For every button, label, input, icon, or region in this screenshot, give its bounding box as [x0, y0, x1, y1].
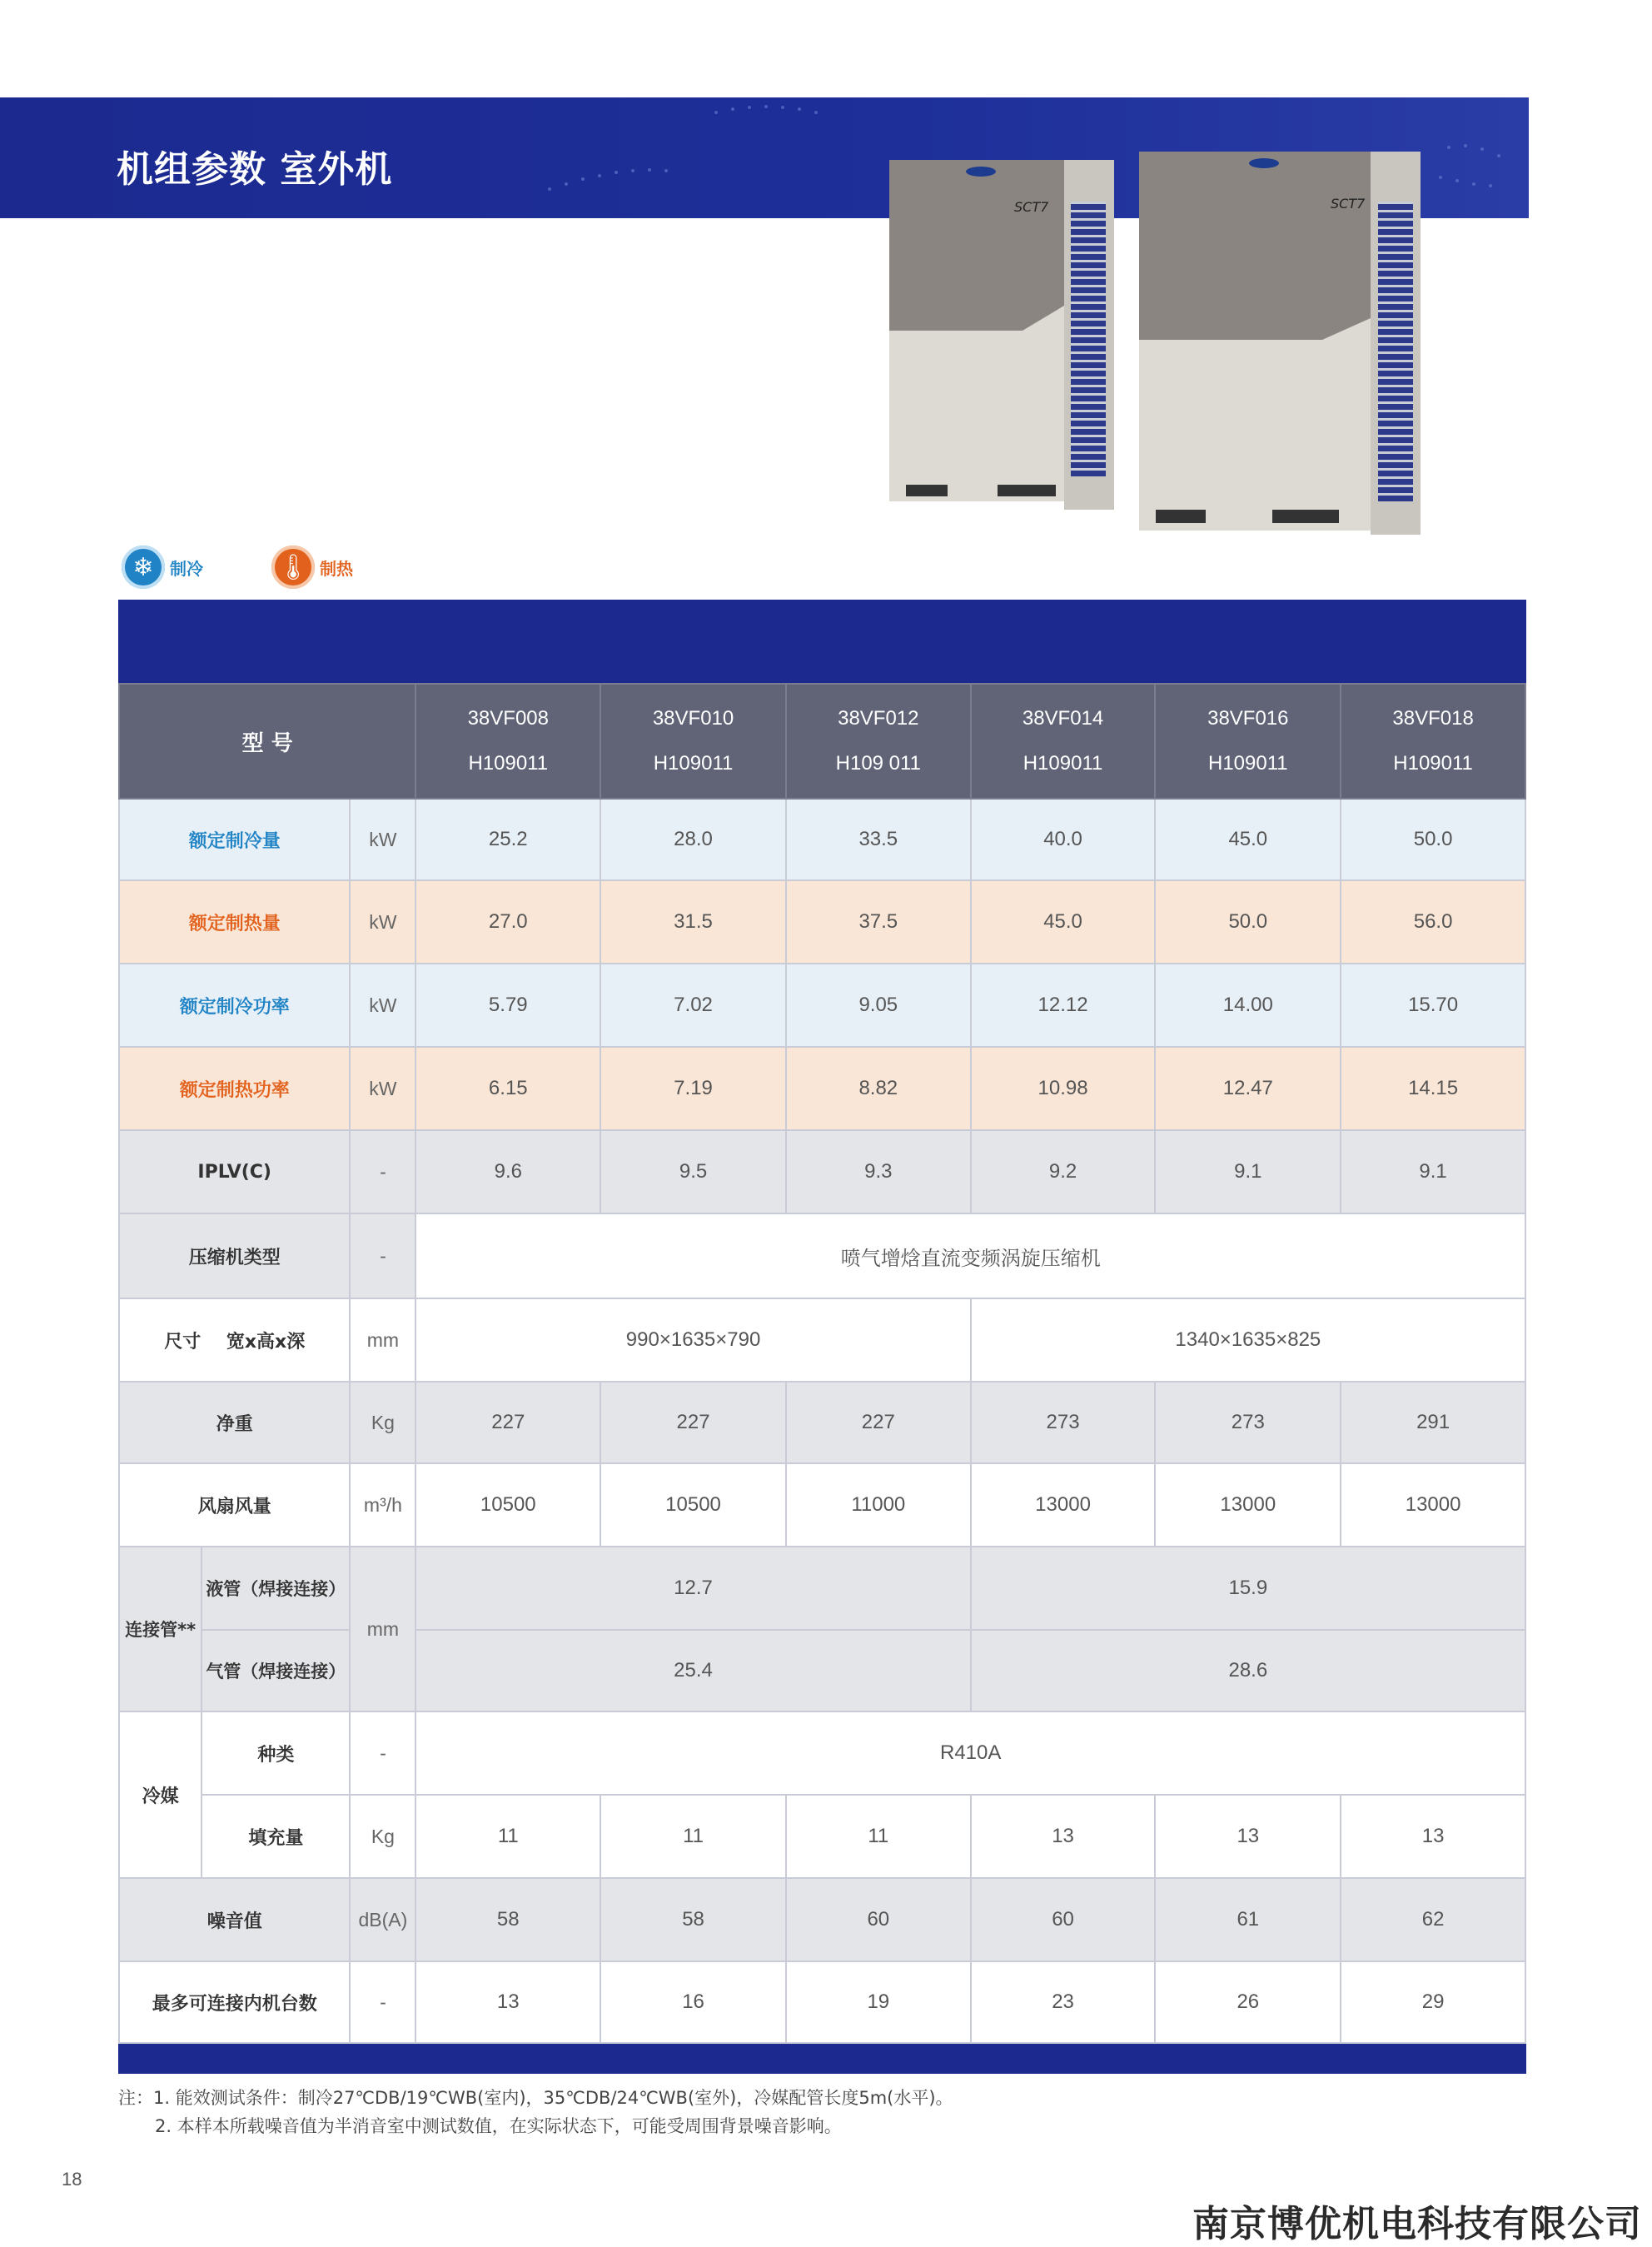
row-unit: - — [350, 1213, 415, 1298]
row-label: 尺寸 宽x高x深 — [119, 1298, 350, 1382]
heating-power-row — [119, 1047, 1525, 1130]
value-cell: 227 — [415, 1382, 600, 1463]
brand-mark: SCT7 — [1014, 199, 1049, 215]
value-cell: 990×1635×790 — [415, 1298, 970, 1382]
row-label: 额定制冷量 — [119, 799, 350, 880]
footnote-1: 注：1. 能效测试条件：制冷27℃DB/19℃WB(室内)，35℃DB/24℃WB(室外)，冷媒配管长度5m(水平)。 — [118, 2088, 953, 2108]
value-cell: 9.5 — [600, 1130, 786, 1213]
value-cell: 37.5 — [786, 880, 971, 964]
value-cell: 227 — [786, 1382, 971, 1463]
table-footer-bar — [118, 2044, 1526, 2074]
dimensions-row — [119, 1298, 1525, 1382]
legend-heating — [271, 546, 353, 589]
value-cell: 11 — [415, 1795, 600, 1878]
value-cell: 5.79 — [415, 964, 600, 1047]
value-cell: 12.12 — [971, 964, 1156, 1047]
value-cell: 9.05 — [786, 964, 971, 1047]
model-cell: 38VF014 H109011 — [971, 684, 1156, 799]
model-cell: 38VF018 H109011 — [1341, 684, 1525, 799]
value-cell: 273 — [1155, 1382, 1341, 1463]
value-cell: 13000 — [1155, 1463, 1341, 1547]
footnotes — [118, 2084, 953, 2140]
row-label: 噪音值 — [119, 1878, 350, 1961]
value-cell: 23 — [971, 1961, 1156, 2043]
outdoor-unit-small — [889, 160, 1114, 510]
value-cell: 12.47 — [1155, 1047, 1341, 1130]
value-cell: 27.0 — [415, 880, 600, 964]
row-unit: kW — [350, 1047, 415, 1130]
value-cell: 62 — [1341, 1878, 1525, 1961]
row-label: 最多可连接内机台数 — [119, 1961, 350, 2043]
value-cell: 227 — [600, 1382, 786, 1463]
value-cell: 6.15 — [415, 1047, 600, 1130]
value-cell: 12.7 — [415, 1547, 970, 1630]
value-cell: 45.0 — [1155, 799, 1341, 880]
value-cell: 291 — [1341, 1382, 1525, 1463]
row-label: 液管（焊接连接） — [202, 1547, 350, 1630]
row-unit: kW — [350, 880, 415, 964]
row-label: 填充量 — [202, 1795, 350, 1878]
value-cell: 8.82 — [786, 1047, 971, 1130]
iplv-row — [119, 1130, 1525, 1213]
value-cell: 11000 — [786, 1463, 971, 1547]
value-cell: 56.0 — [1341, 880, 1525, 964]
noise-row — [119, 1878, 1525, 1961]
row-unit: m³/h — [350, 1463, 415, 1547]
row-label: 额定制冷功率 — [119, 964, 350, 1047]
row-unit: - — [350, 1961, 415, 2043]
value-cell: R410A — [415, 1711, 1525, 1795]
row-label: 额定制热功率 — [119, 1047, 350, 1130]
page-title: 机组参数 室外机 — [117, 148, 393, 191]
value-cell: 273 — [971, 1382, 1156, 1463]
value-cell: 11 — [600, 1795, 786, 1878]
value-cell: 28.0 — [600, 799, 786, 880]
value-cell: 60 — [971, 1878, 1156, 1961]
outdoor-unit-large — [1139, 152, 1421, 535]
row-unit: Kg — [350, 1795, 415, 1878]
value-cell: 29 — [1341, 1961, 1525, 2043]
value-cell: 10500 — [415, 1463, 600, 1547]
value-cell: 60 — [786, 1878, 971, 1961]
row-label: 种类 — [202, 1711, 350, 1795]
value-cell: 26 — [1155, 1961, 1341, 2043]
value-cell: 13 — [971, 1795, 1156, 1878]
liquid-pipe-row — [119, 1547, 1525, 1630]
value-cell: 13 — [415, 1961, 600, 2043]
value-cell: 9.3 — [786, 1130, 971, 1213]
piping-label: 连接管** — [119, 1547, 202, 1711]
page-number: 18 — [62, 2169, 82, 2190]
footnote-2: 2. 本样本所载噪音值为半消音室中测试数值，在实际状态下，可能受周围背景噪音影响。 — [155, 2116, 842, 2136]
spec-table — [118, 600, 1526, 2074]
value-cell: 19 — [786, 1961, 971, 2043]
table-header-bar — [118, 600, 1526, 683]
value-cell: 45.0 — [971, 880, 1156, 964]
model-cell: 38VF008 H109011 — [415, 684, 600, 799]
value-cell: 50.0 — [1155, 880, 1341, 964]
value-cell: 13 — [1155, 1795, 1341, 1878]
legend-cooling-label: 制冷 — [170, 558, 203, 579]
legend-heating-label: 制热 — [320, 558, 353, 579]
compressor-value: 喷气增焓直流变频涡旋压缩机 — [415, 1213, 1525, 1298]
legend-cooling — [122, 546, 203, 589]
row-label: 压缩机类型 — [119, 1213, 350, 1298]
refrigerant-label: 冷媒 — [119, 1711, 202, 1878]
value-cell: 10500 — [600, 1463, 786, 1547]
row-unit: kW — [350, 799, 415, 880]
row-label: 净重 — [119, 1382, 350, 1463]
value-cell: 58 — [415, 1878, 600, 1961]
value-cell: 9.2 — [971, 1130, 1156, 1213]
row-unit: mm — [350, 1547, 415, 1711]
thermometer-icon: 🌡 — [271, 546, 315, 589]
heating-capacity-row — [119, 880, 1525, 964]
value-cell: 31.5 — [600, 880, 786, 964]
value-cell: 9.6 — [415, 1130, 600, 1213]
value-cell: 9.1 — [1341, 1130, 1525, 1213]
model-cell: 38VF016 H109011 — [1155, 684, 1341, 799]
net-weight-row — [119, 1382, 1525, 1463]
compressor-row — [119, 1213, 1525, 1298]
value-cell: 16 — [600, 1961, 786, 2043]
cooling-capacity-row — [119, 799, 1525, 880]
row-label: IPLV(C) — [119, 1130, 350, 1213]
value-cell: 50.0 — [1341, 799, 1525, 880]
model-header: 型 号 — [119, 684, 415, 799]
row-label: 风扇风量 — [119, 1463, 350, 1547]
value-cell: 1340×1635×825 — [971, 1298, 1525, 1382]
max-indoor-row — [119, 1961, 1525, 2043]
value-cell: 15.9 — [971, 1547, 1525, 1630]
row-unit: - — [350, 1130, 415, 1213]
value-cell: 58 — [600, 1878, 786, 1961]
row-unit: dB(A) — [350, 1878, 415, 1961]
value-cell: 15.70 — [1341, 964, 1525, 1047]
snowflake-icon: ❄ — [122, 546, 165, 589]
cooling-power-row — [119, 964, 1525, 1047]
value-cell: 7.02 — [600, 964, 786, 1047]
value-cell: 13 — [1341, 1795, 1525, 1878]
value-cell: 28.6 — [971, 1630, 1525, 1711]
brand-mark: SCT7 — [1331, 196, 1366, 212]
outdoor-units-image — [889, 152, 1472, 543]
row-unit: mm — [350, 1298, 415, 1382]
value-cell: 61 — [1155, 1878, 1341, 1961]
row-unit: - — [350, 1711, 415, 1795]
row-unit: kW — [350, 964, 415, 1047]
value-cell: 14.15 — [1341, 1047, 1525, 1130]
value-cell: 13000 — [1341, 1463, 1525, 1547]
company-name: 南京博优机电科技有限公司 — [1192, 2203, 1642, 2245]
value-cell: 25.4 — [415, 1630, 970, 1711]
gas-pipe-row — [119, 1630, 1525, 1711]
row-label: 额定制热量 — [119, 880, 350, 964]
row-unit: Kg — [350, 1382, 415, 1463]
value-cell: 33.5 — [786, 799, 971, 880]
value-cell: 40.0 — [971, 799, 1156, 880]
row-label: 气管（焊接连接） — [202, 1630, 350, 1711]
value-cell: 25.2 — [415, 799, 600, 880]
airflow-row — [119, 1463, 1525, 1547]
value-cell: 10.98 — [971, 1047, 1156, 1130]
model-cell: 38VF012 H109 011 — [786, 684, 971, 799]
value-cell: 9.1 — [1155, 1130, 1341, 1213]
model-cell: 38VF010 H109011 — [600, 684, 786, 799]
value-cell: 14.00 — [1155, 964, 1341, 1047]
value-cell: 13000 — [971, 1463, 1156, 1547]
refrigerant-type-row — [119, 1711, 1525, 1795]
value-cell: 11 — [786, 1795, 971, 1878]
refrigerant-charge-row — [119, 1795, 1525, 1878]
value-cell: 7.19 — [600, 1047, 786, 1130]
model-row — [119, 684, 1525, 799]
